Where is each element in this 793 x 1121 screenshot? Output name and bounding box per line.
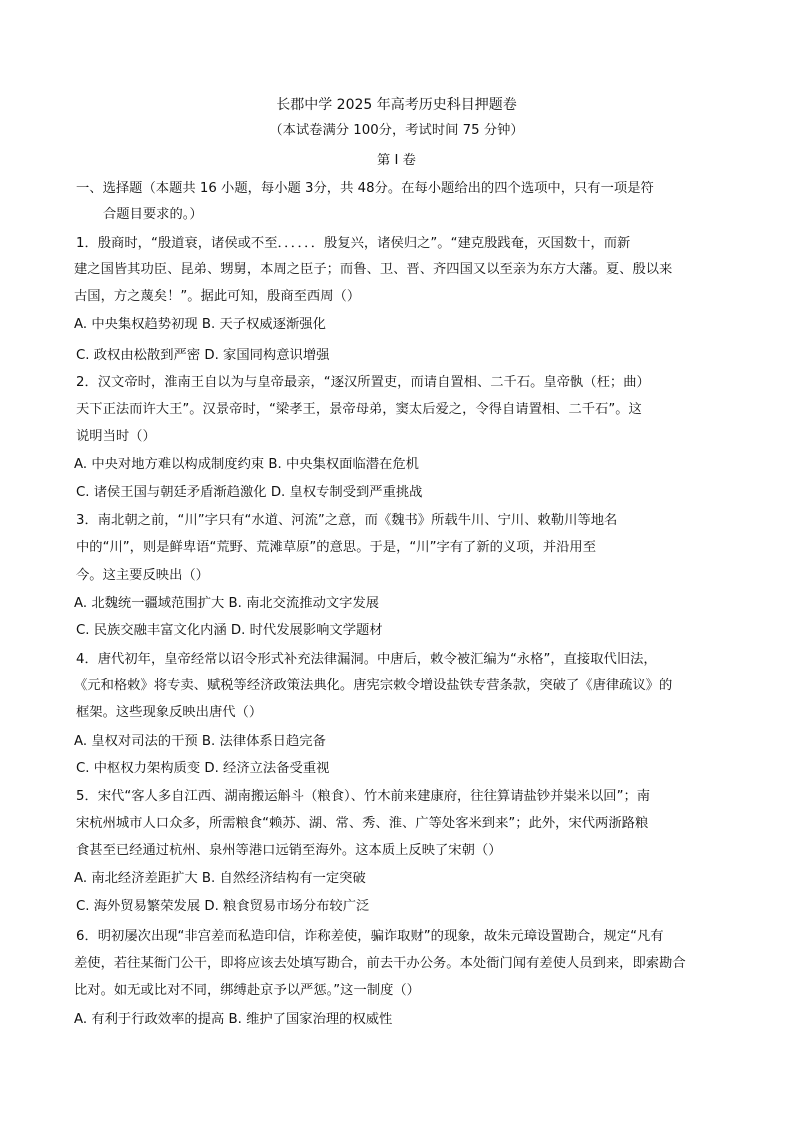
question-1-line-3: 古国，方之蔑矣！”。据此可知，殷商至西周（） xyxy=(74,289,361,304)
question-3-option-ab: A. 北魏统一疆域范围扩大 B. 南北交流推动文字发展 xyxy=(74,596,380,611)
question-4-line-2: 《元和格敕》将专卖、赋税等经济政策法典化。唐宪宗敕令增设盐铁专营条款，突破了《唐律疏议》的 xyxy=(74,678,673,693)
question-3-option-cd: C. 民族交融丰富文化内涵 D. 时代发展影响文学题材 xyxy=(76,623,383,638)
question-3-line-2: 中的“川”，则是鲜卑语“荒野、荒滩草原”的意思。于是，“川”字有了新的义项，并沿用至 xyxy=(76,540,597,555)
question-5-line-1: 5．宋代“客人多自江西、湖南搬运斛斗（粮食）、竹木前来建康府，往往算请盐钞并粜米以回”；南 xyxy=(76,789,651,804)
question-4-line-1: 4．唐代初年，皇帝经常以诏令形式补充法律漏洞。中唐后，敕令被汇编为“永格”，直接取代旧法， xyxy=(76,652,657,667)
volume-heading: 第 I 卷 xyxy=(377,153,416,168)
question-1-line-2: 建之国皆其功臣、昆弟、甥舅，本周之臣子；而鲁、卫、晋、齐四国又以至亲为东方大藩。夏、殷以来 xyxy=(74,262,673,277)
question-5-option-cd: C. 海外贸易繁荣发展 D. 粮食贸易市场分布较广泛 xyxy=(76,899,370,914)
question-4-line-3: 框架。这些现象反映出唐代（） xyxy=(76,705,263,720)
question-2-option-ab: A. 中央对地方难以构成制度约束 B. 中央集权面临潜在危机 xyxy=(74,457,419,472)
question-3-line-3: 今。这主要反映出（） xyxy=(76,568,209,583)
question-2-line-3: 说明当时（） xyxy=(76,429,156,444)
question-2-line-2: 天下正法而许大王”。汉景帝时，“梁孝王，景帝母弟，窦太后爱之，令得自请置相、二千石”。这 xyxy=(76,402,642,417)
question-4-option-cd: C. 中枢权力架构质变 D. 经济立法备受重视 xyxy=(76,761,330,776)
question-6-line-2: 差使，若往某衙门公干，即将应该去处填写勘合，前去干办公务。本处衙门闻有差使人员到来，即索勘合 xyxy=(74,956,686,971)
question-1-option-cd: C. 政权由松散到严密 D. 家国同构意识增强 xyxy=(76,348,330,363)
question-1-line-1: 1．殷商时，“殷道衰，诸侯或不至．．．．．．殷复兴，诸侯归之”。“建克殷践奄，灭国数十，而新 xyxy=(76,236,631,251)
question-6-line-3: 比对。如无或比对不同，绑缚赴京予以严惩。”这一制度（） xyxy=(74,983,420,998)
question-6-line-1: 6．明初屡次出现“非宫差而私造印信，诈称差使，骗诈取财”的现象，故朱元璋设置勘合，规定“凡有 xyxy=(76,929,664,944)
section-heading: 一、选择题（本题共 16 小题，每小题 3分，共 48分。在每小题给出的四个选项中，只有一项是符 xyxy=(76,181,654,196)
question-2-option-cd: C. 诸侯王国与朝廷矛盾渐趋激化 D. 皇权专制受到严重挑战 xyxy=(76,485,423,500)
question-3-line-1: 3．南北朝之前，“川”字只有“水道、河流”之意，而《魏书》所载牛川、宁川、敕勒川等地名 xyxy=(76,513,618,528)
question-2-line-1: 2．汉文帝时，淮南王自以为与皇帝最亲，“逐汉所置吏，而请自置相、二千石。皇帝骫（枉；曲） xyxy=(76,375,650,390)
question-5-option-ab: A. 南北经济差距扩大 B. 自然经济结构有一定突破 xyxy=(74,871,366,886)
question-1-option-ab: A. 中央集权趋势初现 B. 天子权威逐渐强化 xyxy=(74,317,326,332)
question-6-option-ab: A. 有利于行政效率的提高 B. 维护了国家治理的权威性 xyxy=(74,1012,393,1027)
question-5-line-3: 食甚至已经通过杭州、泉州等港口远销至海外。这本质上反映了宋朝（） xyxy=(76,843,502,858)
question-4-option-ab: A. 皇权对司法的干预 B. 法律体系日趋完备 xyxy=(74,734,326,749)
exam-subtitle: （本试卷满分 100分，考试时间 75 分钟） xyxy=(269,123,524,138)
exam-title: 长郡中学 2025 年高考历史科目押题卷 xyxy=(276,97,517,113)
section-heading-cont: 合题目要求的。） xyxy=(103,207,203,222)
question-5-line-2: 宋杭州城市人口众多，所需粮食“赖苏、湖、常、秀、淮、广等处客米到来”；此外，宋代两浙路粮 xyxy=(76,816,649,831)
